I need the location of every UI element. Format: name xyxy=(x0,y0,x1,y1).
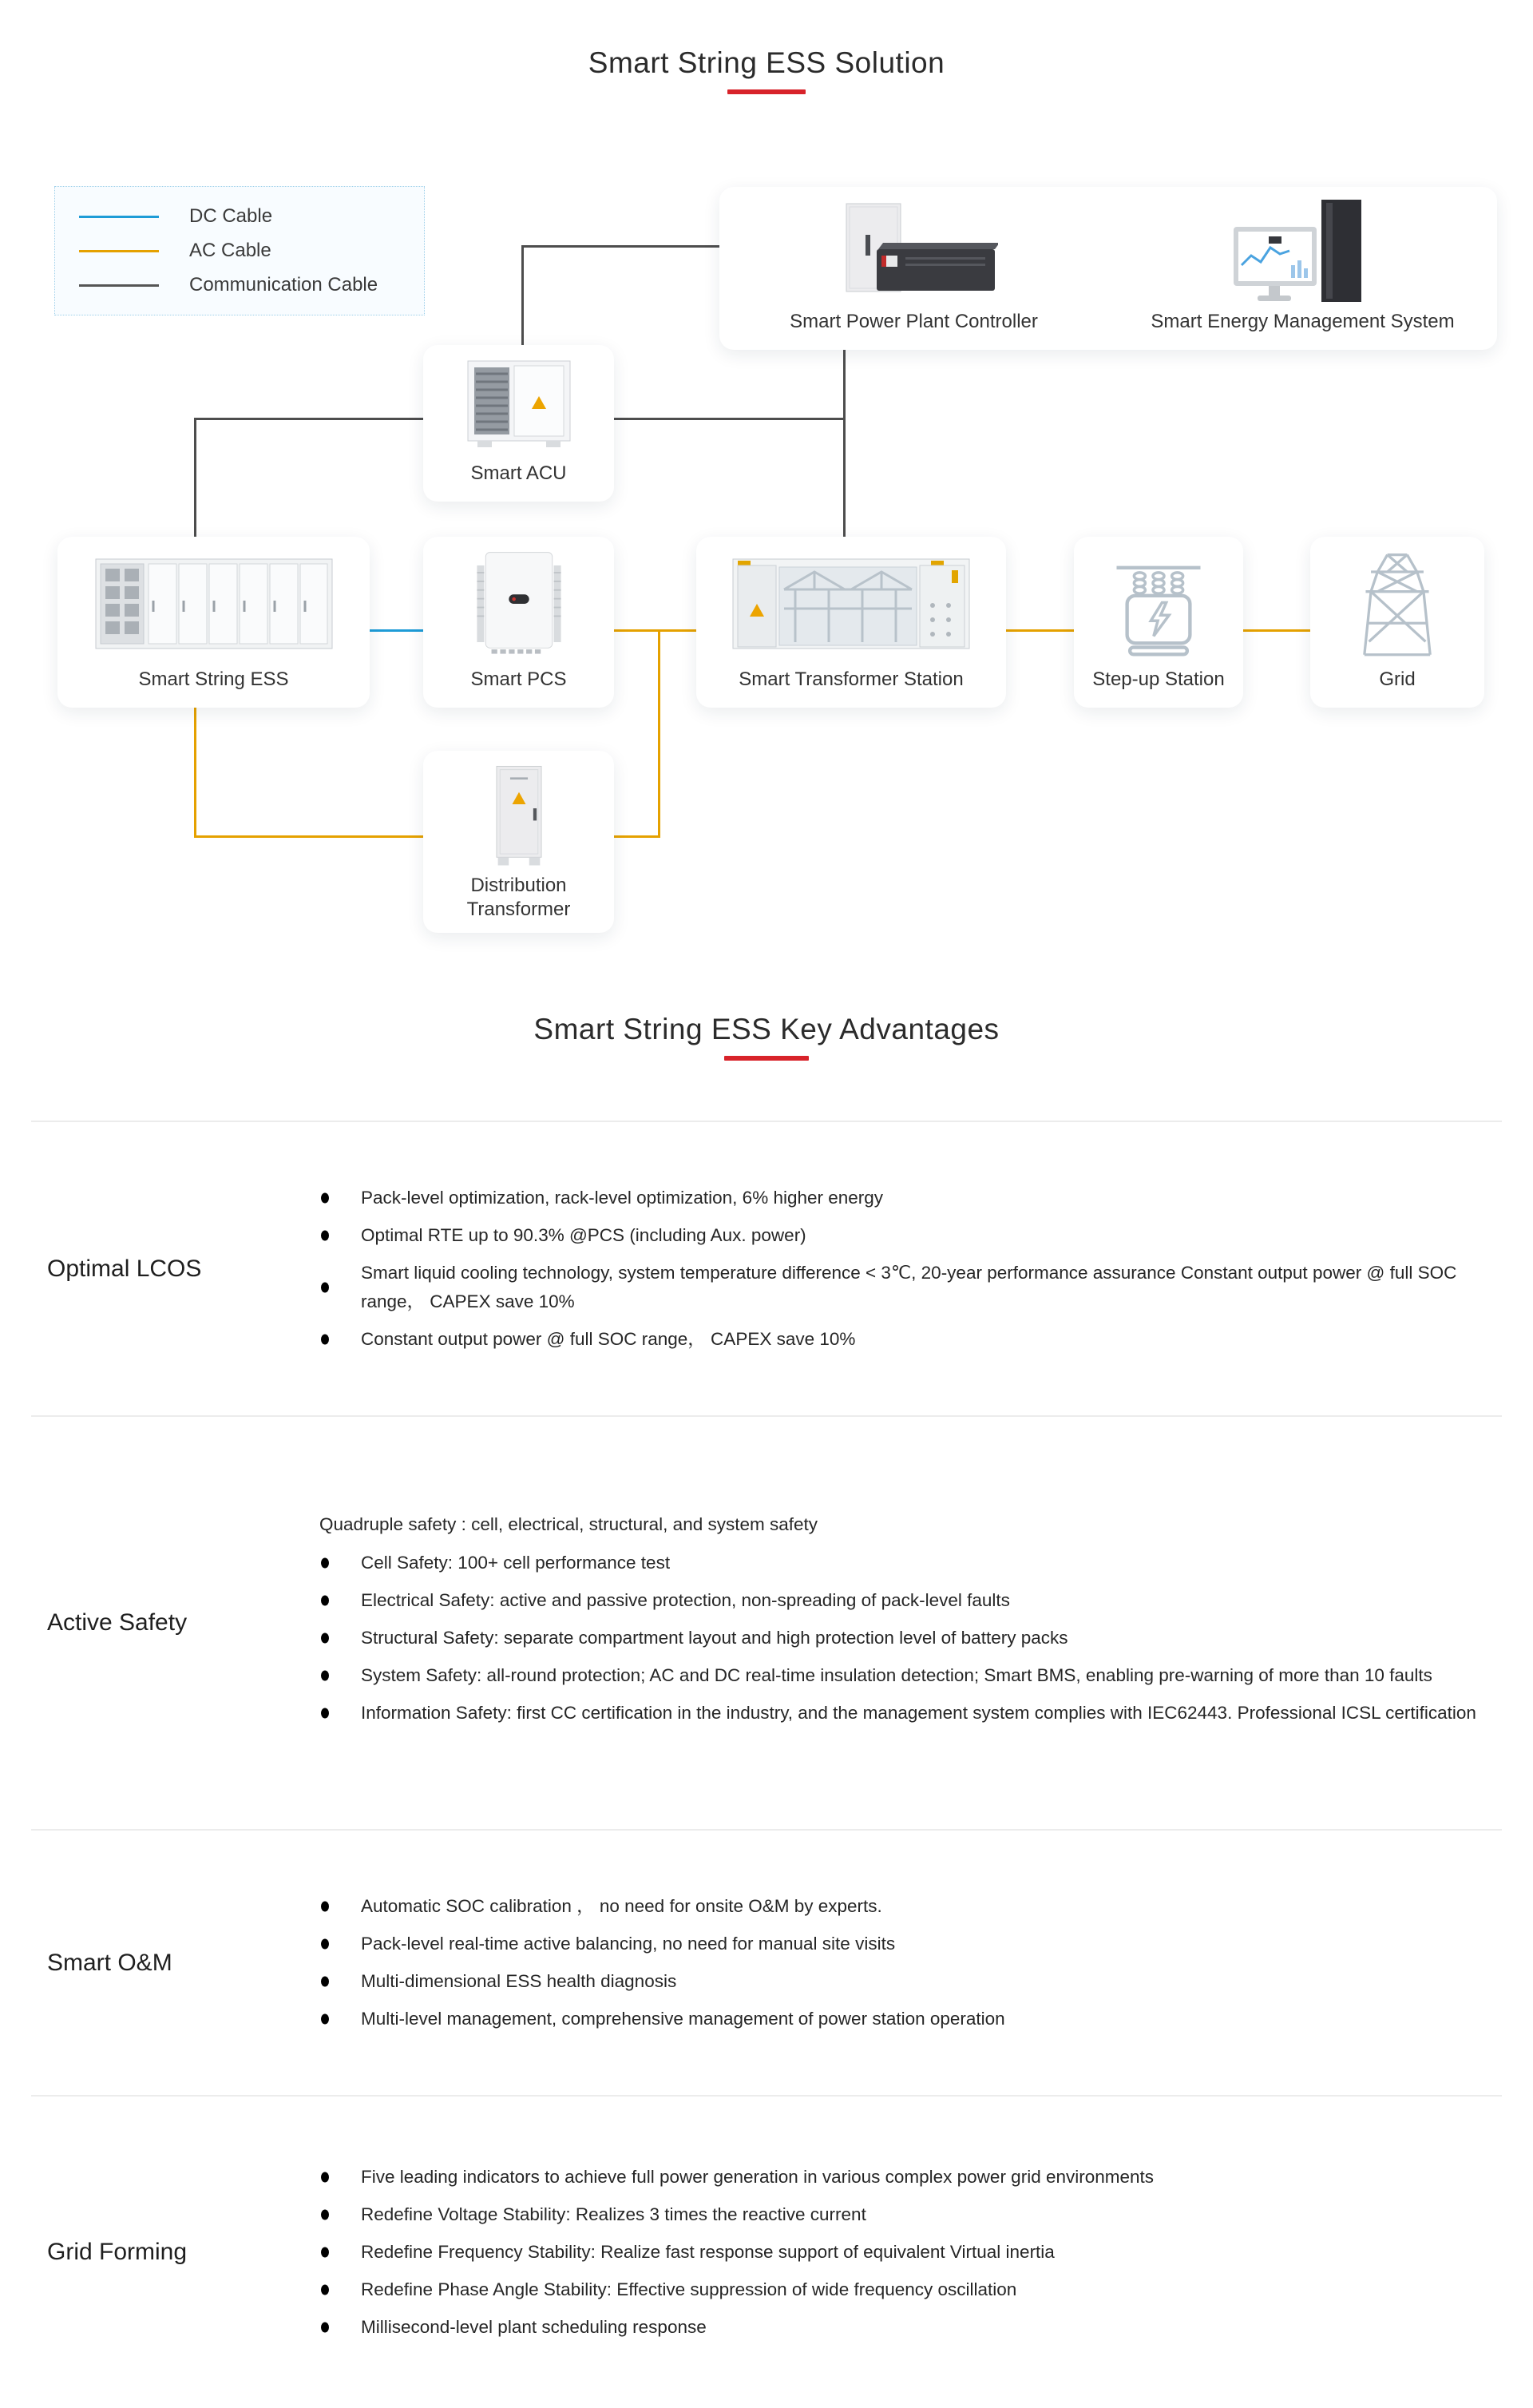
row-label: Active Safety xyxy=(47,1609,188,1636)
comm-cable-acu-to-ess xyxy=(194,418,423,420)
grid-image xyxy=(1310,549,1484,661)
smart-energy-management-system-image xyxy=(1108,198,1497,307)
page-title xyxy=(0,46,1533,94)
ac-cable-dt-left xyxy=(194,835,423,838)
advantage-row-active-safety xyxy=(31,1415,1502,1829)
dc-cable-ess-to-pcs xyxy=(370,629,423,632)
legend-item-dc xyxy=(79,205,424,228)
advantage-row-grid-forming xyxy=(31,2095,1502,2408)
ac-cable-stepup-to-grid xyxy=(1242,629,1311,632)
title-underline xyxy=(727,89,806,94)
transmission-tower-icon xyxy=(1341,549,1453,661)
node-label: Distribution Transformer xyxy=(466,875,571,920)
legend-label: DC Cable xyxy=(189,205,273,227)
row-body xyxy=(319,1510,1498,1736)
smart-acu-card xyxy=(423,345,614,502)
comm-cable-to-controller xyxy=(521,245,721,248)
smart-acu-image xyxy=(423,359,614,449)
node-label: Smart String ESS xyxy=(138,668,289,690)
node-label: Step-up Station xyxy=(1092,668,1225,690)
bullet-item: Optimal RTE up to 90.3% @PCS (including Aux. power) xyxy=(319,1221,1485,1250)
node-label: Smart Energy Management System xyxy=(1151,311,1455,332)
node-label: Smart Power Plant Controller xyxy=(790,311,1038,332)
ac-cable-branch-down xyxy=(658,629,660,837)
step-up-station-image xyxy=(1074,549,1243,661)
comm-cable-acu-to-sts xyxy=(614,418,845,420)
legend-label: Communication Cable xyxy=(189,274,378,296)
distribution-transformer-image xyxy=(423,764,614,872)
bullet-item: Millisecond-level plant scheduling response xyxy=(319,2313,1485,2342)
row-label: Grid Forming xyxy=(47,2239,188,2265)
row-label: Smart O&M xyxy=(47,1949,172,1976)
ac-cable-swatch xyxy=(79,250,159,252)
node-label: Grid xyxy=(1379,668,1416,690)
advantages-title-underline xyxy=(724,1056,809,1061)
ac-cable-dt-right xyxy=(614,835,660,838)
bullet-item: Smart liquid cooling technology, system temperature difference < 3℃, 20-year performance assurance Constant output power @ full SOC range， CAPEX save 10% xyxy=(319,1259,1485,1316)
step-up-station-card xyxy=(1074,537,1243,708)
advantages-title-text: Smart String ESS Key Advantages xyxy=(533,1013,1000,1045)
smart-power-plant-controller xyxy=(719,187,1108,350)
bullet-item: Redefine Voltage Stability: Realizes 3 times the reactive current xyxy=(319,2200,1485,2229)
advantages-title xyxy=(0,1013,1533,1061)
bullet-item: System Safety: all-round protection; AC and DC real-time insulation detection; Smart BMS, enabling pre-warning of more than 10 faults xyxy=(319,1661,1485,1690)
ac-cable-pcs-to-sts xyxy=(614,629,697,632)
smart-pcs-image xyxy=(423,549,614,658)
ac-cable-ess-down xyxy=(194,708,196,836)
comm-cable-acu-up xyxy=(521,245,524,346)
row-body xyxy=(319,1175,1498,1363)
transformer-container-icon xyxy=(731,554,971,655)
controller-cabinet-icon xyxy=(830,201,998,305)
bullet-item: Constant output power @ full SOC range， CAPEX save 10% xyxy=(319,1325,1485,1354)
bullet-item: Redefine Frequency Stability: Realize fast response support of equivalent Virtual inertia xyxy=(319,2238,1485,2267)
ems-monitor-icon xyxy=(1227,198,1379,307)
communication-cable-swatch xyxy=(79,284,159,287)
bullet-item: Five leading indicators to achieve full power generation in various complex power grid environments xyxy=(319,2163,1485,2192)
bullet-item: Structural Safety: separate compartment layout and high protection level of battery packs xyxy=(319,1624,1485,1652)
grid-card xyxy=(1310,537,1484,708)
advantage-row-smart-om xyxy=(31,1829,1502,2095)
legend-item-comm xyxy=(79,274,424,296)
advantage-row-optimal-lcos xyxy=(31,1121,1502,1415)
comm-cable-down-to-ess xyxy=(194,418,196,538)
bullet-item: Electrical Safety: active and passive protection, non-spreading of pack-level faults xyxy=(319,1586,1485,1615)
acu-box-icon xyxy=(463,359,575,449)
bullet-item: Cell Safety: 100+ cell performance test xyxy=(319,1549,1485,1577)
pcs-inverter-icon xyxy=(471,549,567,658)
node-label: Smart PCS xyxy=(470,668,567,690)
smart-string-ess-image xyxy=(57,554,370,655)
row-body xyxy=(319,1883,1498,2042)
legend-item-ac xyxy=(79,240,424,262)
node-label: Smart ACU xyxy=(470,462,567,484)
row-label: Optimal LCOS xyxy=(47,1255,202,1282)
smart-string-ess-card xyxy=(57,537,370,708)
smart-energy-management-system xyxy=(1108,187,1497,350)
ac-cable-sts-to-stepup xyxy=(1006,629,1075,632)
legend-label: AC Cable xyxy=(189,240,271,261)
bullet-item: Redefine Phase Angle Stability: Effective suppression of wide frequency oscillation xyxy=(319,2275,1485,2304)
advantages-table xyxy=(31,1121,1502,2408)
smart-transformer-station-image xyxy=(696,554,1006,655)
node-label: Smart Transformer Station xyxy=(739,668,964,690)
smart-pcs-card xyxy=(423,537,614,708)
bullet-item: Pack-level optimization, rack-level optimization, 6% higher energy xyxy=(319,1184,1485,1212)
distribution-transformer-icon xyxy=(483,764,555,872)
ess-container-icon xyxy=(94,554,334,655)
bullet-item: Information Safety: first CC certification in the industry, and the management system complies with IEC62443. Professional ICSL certification xyxy=(319,1699,1485,1728)
bullet-item: Multi-level management, comprehensive management of power station operation xyxy=(319,2005,1485,2033)
smart-transformer-station-card xyxy=(696,537,1006,708)
page-title-text: Smart String ESS Solution xyxy=(588,46,945,79)
comm-cable-controller-to-sts xyxy=(843,350,846,538)
management-systems-card xyxy=(719,187,1497,350)
cable-legend xyxy=(54,186,425,315)
distribution-transformer-card xyxy=(423,751,614,933)
row-body xyxy=(319,2154,1498,2350)
dc-cable-swatch xyxy=(79,216,159,218)
step-up-transformer-icon xyxy=(1099,549,1218,661)
bullet-item: Multi-dimensional ESS health diagnosis xyxy=(319,1967,1485,1996)
bullet-item: Automatic SOC calibration ， no need for onsite O&M by experts. xyxy=(319,1892,1485,1921)
bullet-item: Pack-level real-time active balancing, no need for manual site visits xyxy=(319,1930,1485,1958)
smart-power-plant-controller-image xyxy=(719,201,1108,305)
row-intro: Quadruple safety : cell, electrical, structural, and system safety xyxy=(319,1513,818,1534)
